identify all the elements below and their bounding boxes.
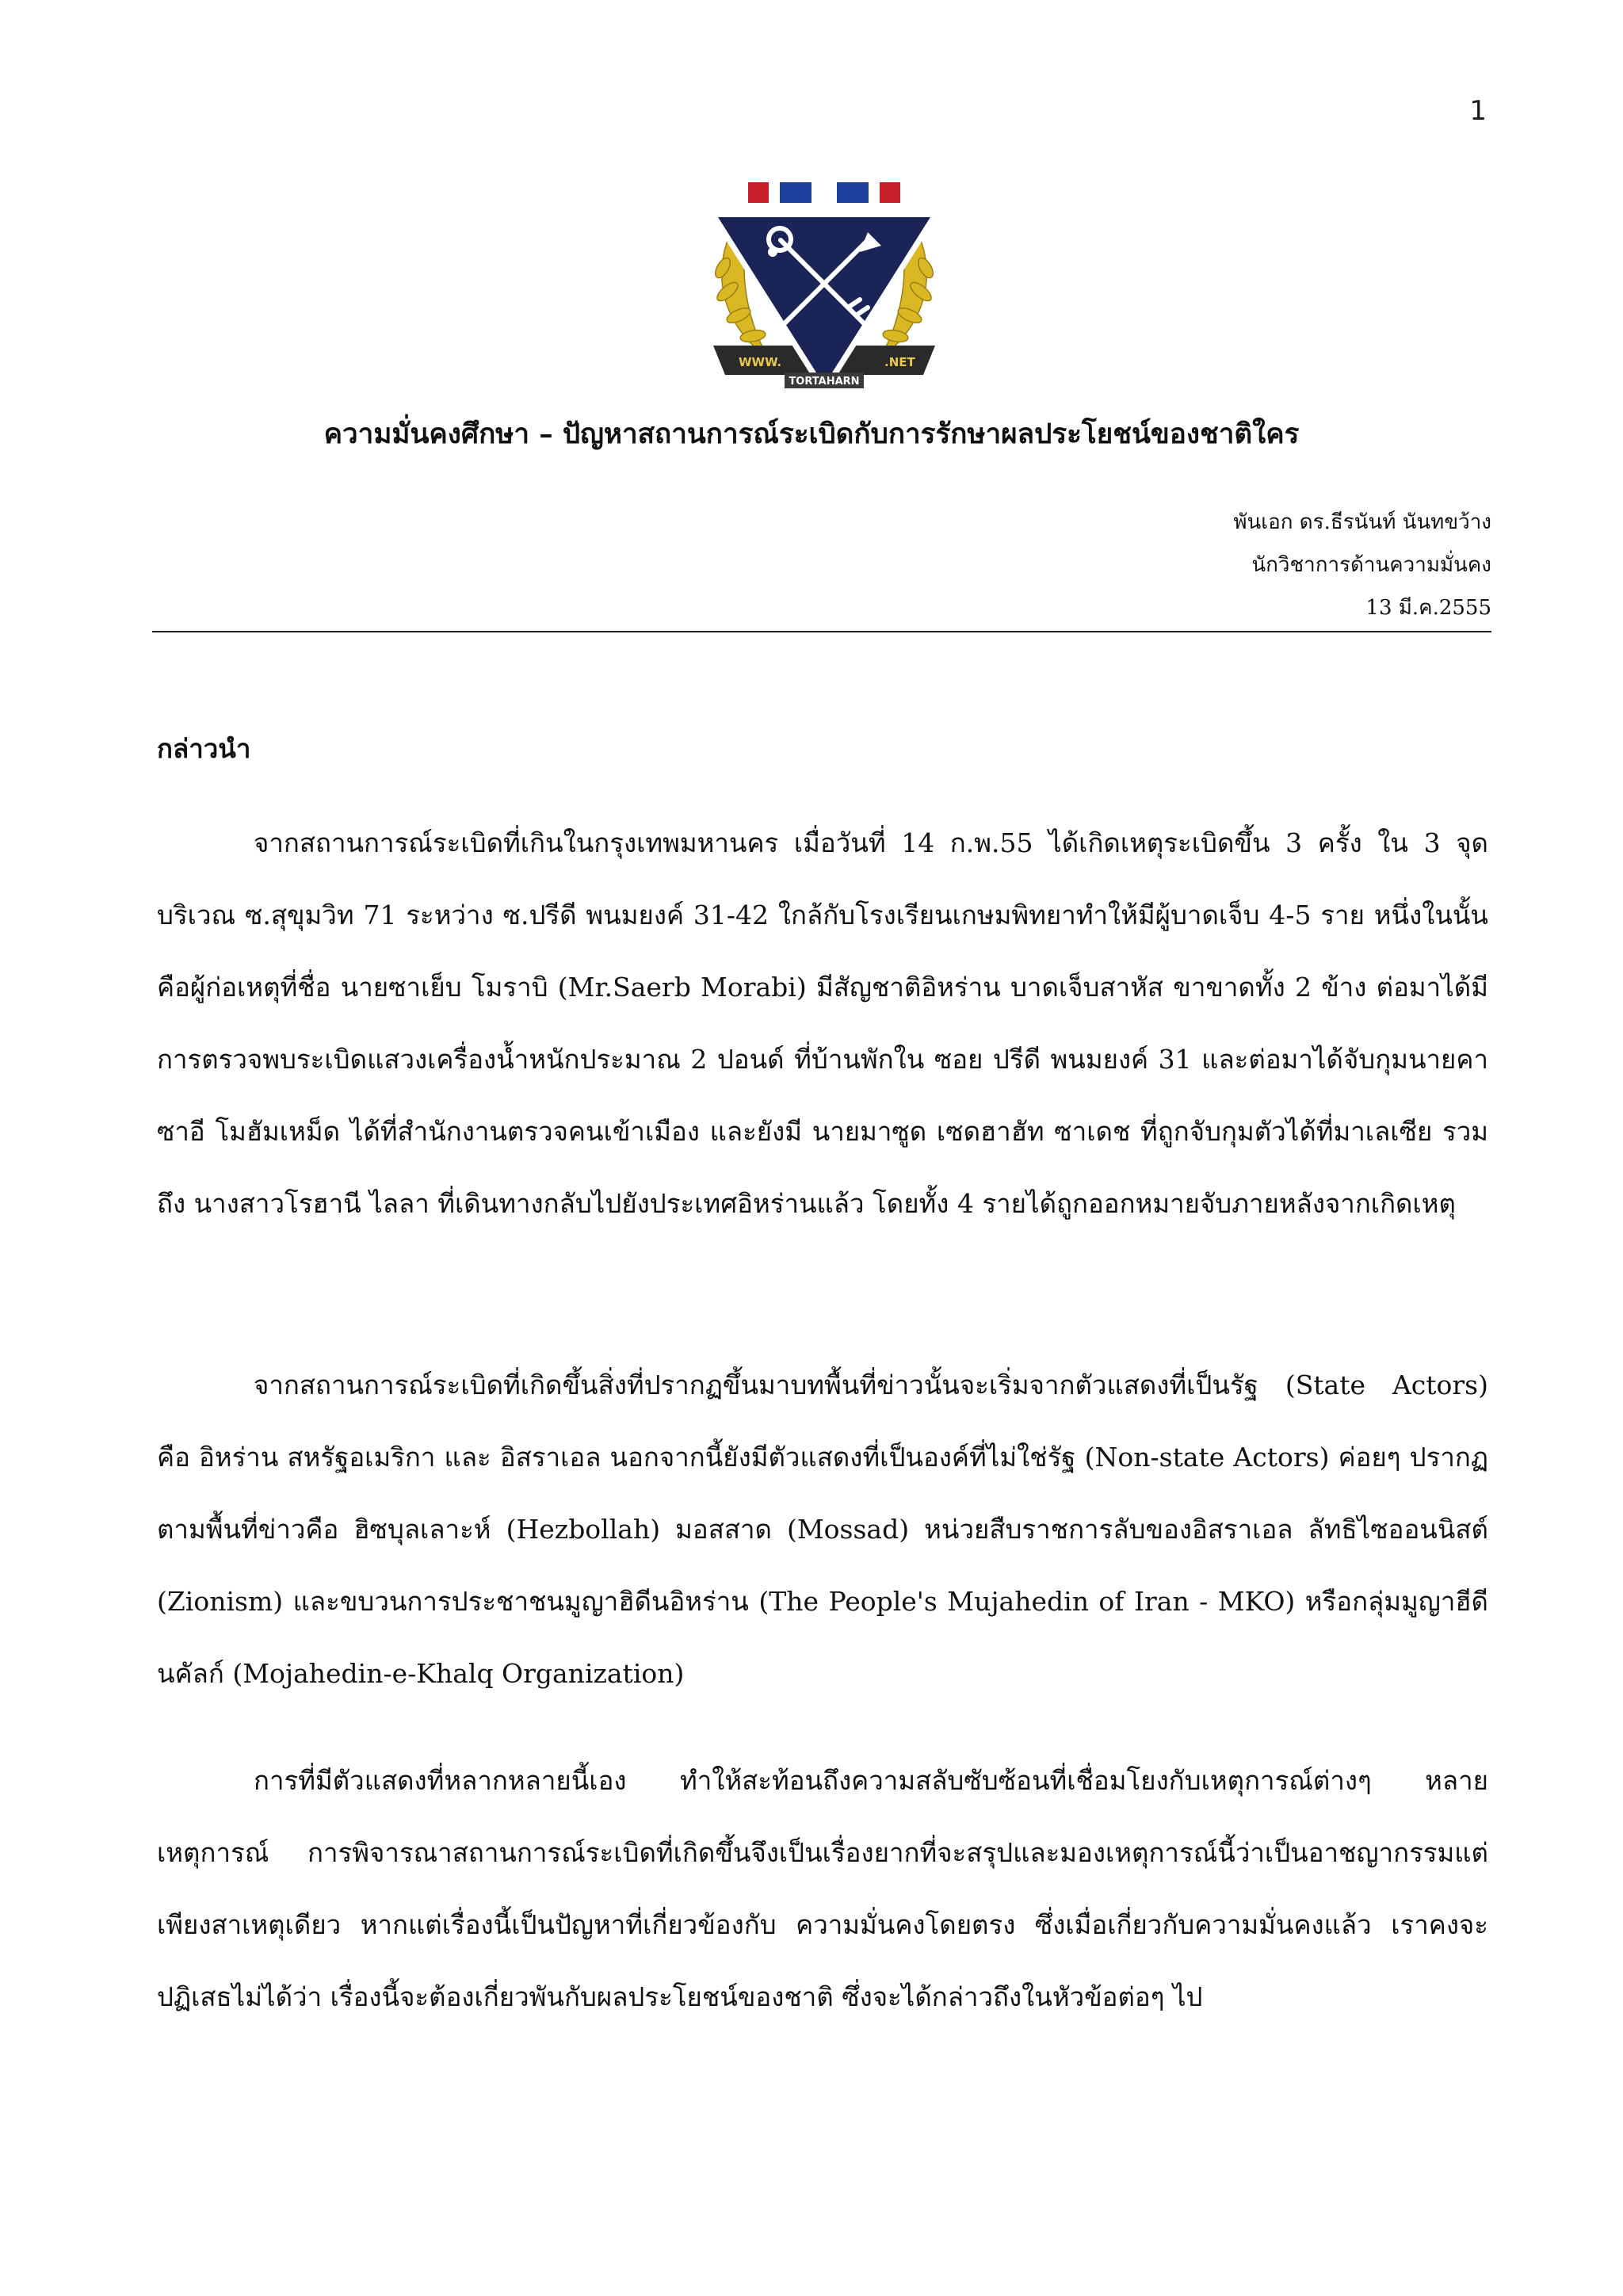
organization-logo [697,173,951,403]
header-divider [152,631,1491,632]
section-heading: กล่าวนำ [157,733,251,764]
page-number: 1 [1469,95,1487,127]
document-title: ความมั่นคงศึกษา – ปัญหาสถานการณ์ระเบิดกับการรักษาผลประโยชน์ของชาติใคร [323,418,1300,450]
paragraph-2: จากสถานการณ์ระเบิดที่เกิดขึ้นสิ่งที่ปรากฏขึ้นมาบทพื้นที่ข่าวนั้นจะเริ่มจากตัวแสดงที่เป็นรัฐ (State Actors) คือ อิหร่าน สหรัฐอเมริกา และ อิสราเอล นอกจากนี้ยังมีตัวแสดงที่เป็นองค์ที่ไม่ใช่รัฐ (Non-state Actors) ค่อยๆ ปรากฏตามพื้นที่ข่าวคือ ฮิซบุลเลาะห์ (Hezbollah) มอสสาด (Mossad) หน่วยสืบราชการลับของอิสราเอล ลัทธิไซออนนิสต์ (Zionism) และขบวนการประชาชนมูญาฮิดีนอิหร่าน (The People's Mujahedin of Iran - MKO) หรือกลุ่มมูญาฮีดีนคัลก์ (Mojahedin-e-Khalq Organization) [157,1370,1488,1689]
ribbon-red-right [880,182,900,203]
logo-right-text: .NET [884,355,915,369]
ribbon-blue-left [780,182,812,203]
author-position: นักวิชาการด้านความมั่นคง [1251,553,1491,577]
logo-top-text: WWW. [739,355,782,369]
paragraph-3: การที่มีตัวแสดงที่หลากหลายนี้เอง ทำให้สะท้อนถึงความสลับซับซ้อนที่เชื่อมโยงกับเหตุการณ์ต่างๆ หลายเหตุการณ์ การพิจารณาสถานการณ์ระเบิดที่เกิดขึ้นจึงเป็นเรื่องยากที่จะสรุปและมองเหตุการณ์นี้ว่าเป็นอาชญากรรมแต่เพียงสาเหตุเดียว หากแต่เรื่องนี้เป็นปัญหาที่เกี่ยวข้องกับ ความมั่นคงโดยตรง ซึ่งเมื่อเกี่ยวกับความมั่นคงแล้ว เราคงจะปฏิเสธไม่ได้ว่า เรื่องนี้จะต้องเกี่ยวพันกับผลประโยชน์ของชาติ ซึ่งจะได้กล่าวถึงในหัวข้อต่อๆ ไป [157,1765,1488,2012]
ribbon-blue-right [837,182,869,203]
author-name: พันเอก ดร.ธีรนันท์ นันทขว้าง [1233,510,1491,534]
ribbon-red-left [748,182,769,203]
author-block [1233,501,1491,629]
paragraph-1: จากสถานการณ์ระเบิดที่เกินในกรุงเทพมหานคร เมื่อวันที่ 14 ก.พ.55 ได้เกิดเหตุระเบิดขึ้น 3 ครั้ง ใน 3 จุด บริเวณ ซ.สุขุมวิท 71 ระหว่าง ซ.ปรีดี พนมยงค์ 31-42 ใกล้กับโรงเรียนเกษมพิทยาทำให้มีผู้บาดเจ็บ 4-5 ราย หนึ่งในนั้นคือผู้ก่อเหตุที่ชื่อ นายซาเย็บ โมราบิ (Mr.Saerb Morabi) มีสัญชาติอิหร่าน บาดเจ็บสาหัส ขาขาดทั้ง 2 ข้าง ต่อมาได้มีการตรวจพบระเบิดแสวงเครื่องน้ำหนักประมาณ 2 ปอนด์ ที่บ้านพักใน ซอย ปรีดี พนมยงค์ 31 และต่อมาได้จับกุมนายคาซาอี โมฮัมเหม็ด ได้ที่สำนักงานตรวจคนเข้าเมือง และยังมี นายมาซูด เซดฮาฮัท ซาเดช ที่ถูกจับกุมตัวได้ที่มาเลเซีย รวมถึง นางสาวโรฮานี ไลลา ที่เดินทางกลับไปยังประเทศอิหร่านแล้ว โดยทั้ง 4 รายได้ถูกออกหมายจับภายหลังจากเกิดเหตุ [157,827,1488,1219]
document-date: 13 มี.ค.2555 [1365,596,1491,620]
logo-banner-text: TORTAHARN [789,376,860,388]
